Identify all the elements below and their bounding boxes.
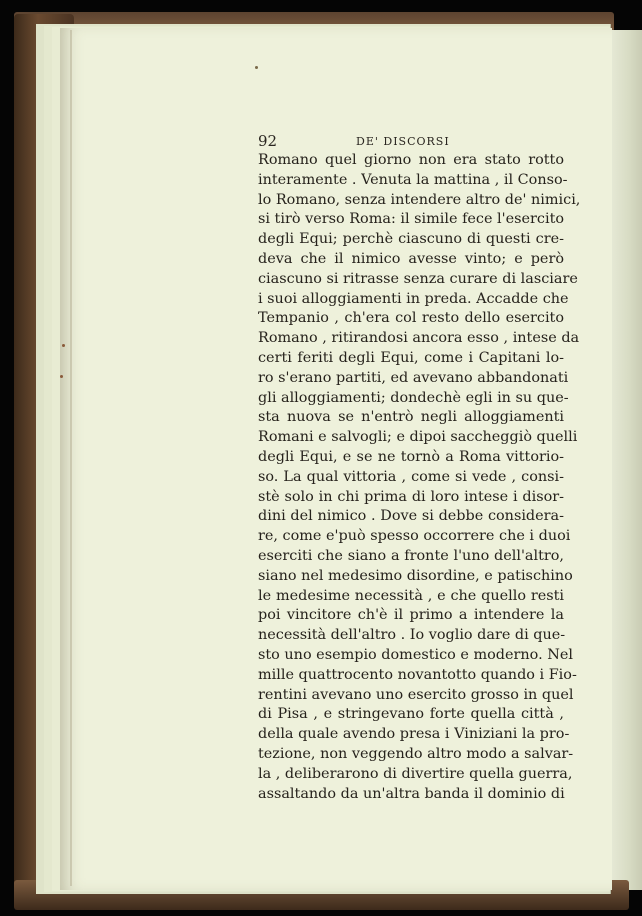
text-line: di Pisa , e stringevano forte quella città , [258,706,564,723]
text-line: deva che il nimico avesse vinto; e però [258,250,564,267]
text-line: re, come e'può spesso occorrere che i duoi [258,528,571,545]
text-line: so. La qual vittoria , come si vede , consi- [258,468,564,485]
text-line: necessità dell'altro . Io voglio dare di que- [258,627,566,644]
text-line: degli Equi; perchè ciascuno di questi cre- [258,231,564,248]
text-line: della quale avendo presa i Viniziani la pro- [258,726,570,743]
text-line: dini del nimico . Dove si debbe considera- [258,508,564,525]
page-number: 92 [258,132,278,150]
text-line: Tempanio , ch'era col resto dello esercito [258,310,564,327]
text-line: mille quattrocento novantotto quando i Fio- [258,666,577,683]
text-line: rentini avevano uno esercito grosso in quel [258,686,574,703]
running-head: DE' DISCORSI [356,135,450,148]
text-line: stè solo in chi prima di loro intese i disor- [258,488,564,505]
text-line: i suoi alloggiamenti in preda. Accadde che [258,290,569,307]
text-line: eserciti che siano a fronte l'uno dell'altro, [258,547,564,564]
text-line: assaltando da un'altra banda il dominio di [258,785,565,802]
paper-speck [60,375,63,378]
text-line: degli Equi, e se ne tornò a Roma vittorio- [258,448,564,465]
text-line: Romani e salvogli; e dipoi saccheggiò quelli [258,429,578,446]
page-fold-line [70,30,72,886]
facing-page-edge [608,30,642,890]
text-line: siano nel medesimo disordine, e patischino [258,567,573,584]
paper-speck [255,66,258,69]
text-line: tezione, non veggendo altro modo a salvar- [258,745,574,762]
text-line: ciascuno si ritrasse senza curare di lasciare [258,270,578,287]
text-line: si tirò verso Roma: il simile fece l'esercito [258,211,565,228]
text-line: le medesime necessità , e che quello resti [258,587,564,604]
text-line: gli alloggiamenti; dondechè egli in su que- [258,389,569,406]
text-line: sta nuova se n'entrò negli alloggiamenti [258,409,564,426]
text-line: Romano , ritirandosi ancora esso , intese da [258,330,580,347]
text-line: poi vincitore ch'è il primo a intendere la [258,607,564,624]
text-line: ro s'erano partiti, ed avevano abbandonati [258,369,569,386]
text-line: interamente . Venuta la mattina , il Conso- [258,171,568,188]
text-line: lo Romano, senza intendere altro de' nimici, [258,191,581,208]
text-line: certi feriti degli Equi, come i Capitani lo- [258,349,564,366]
paper-speck [62,344,65,347]
text-line: Romano quel giorno non era stato rotto [258,152,564,168]
body-text [258,151,581,804]
text-line: la , deliberarono di divertire quella guerra, [258,765,573,782]
text-line: sto uno esempio domestico e moderno. Nel [258,646,573,663]
